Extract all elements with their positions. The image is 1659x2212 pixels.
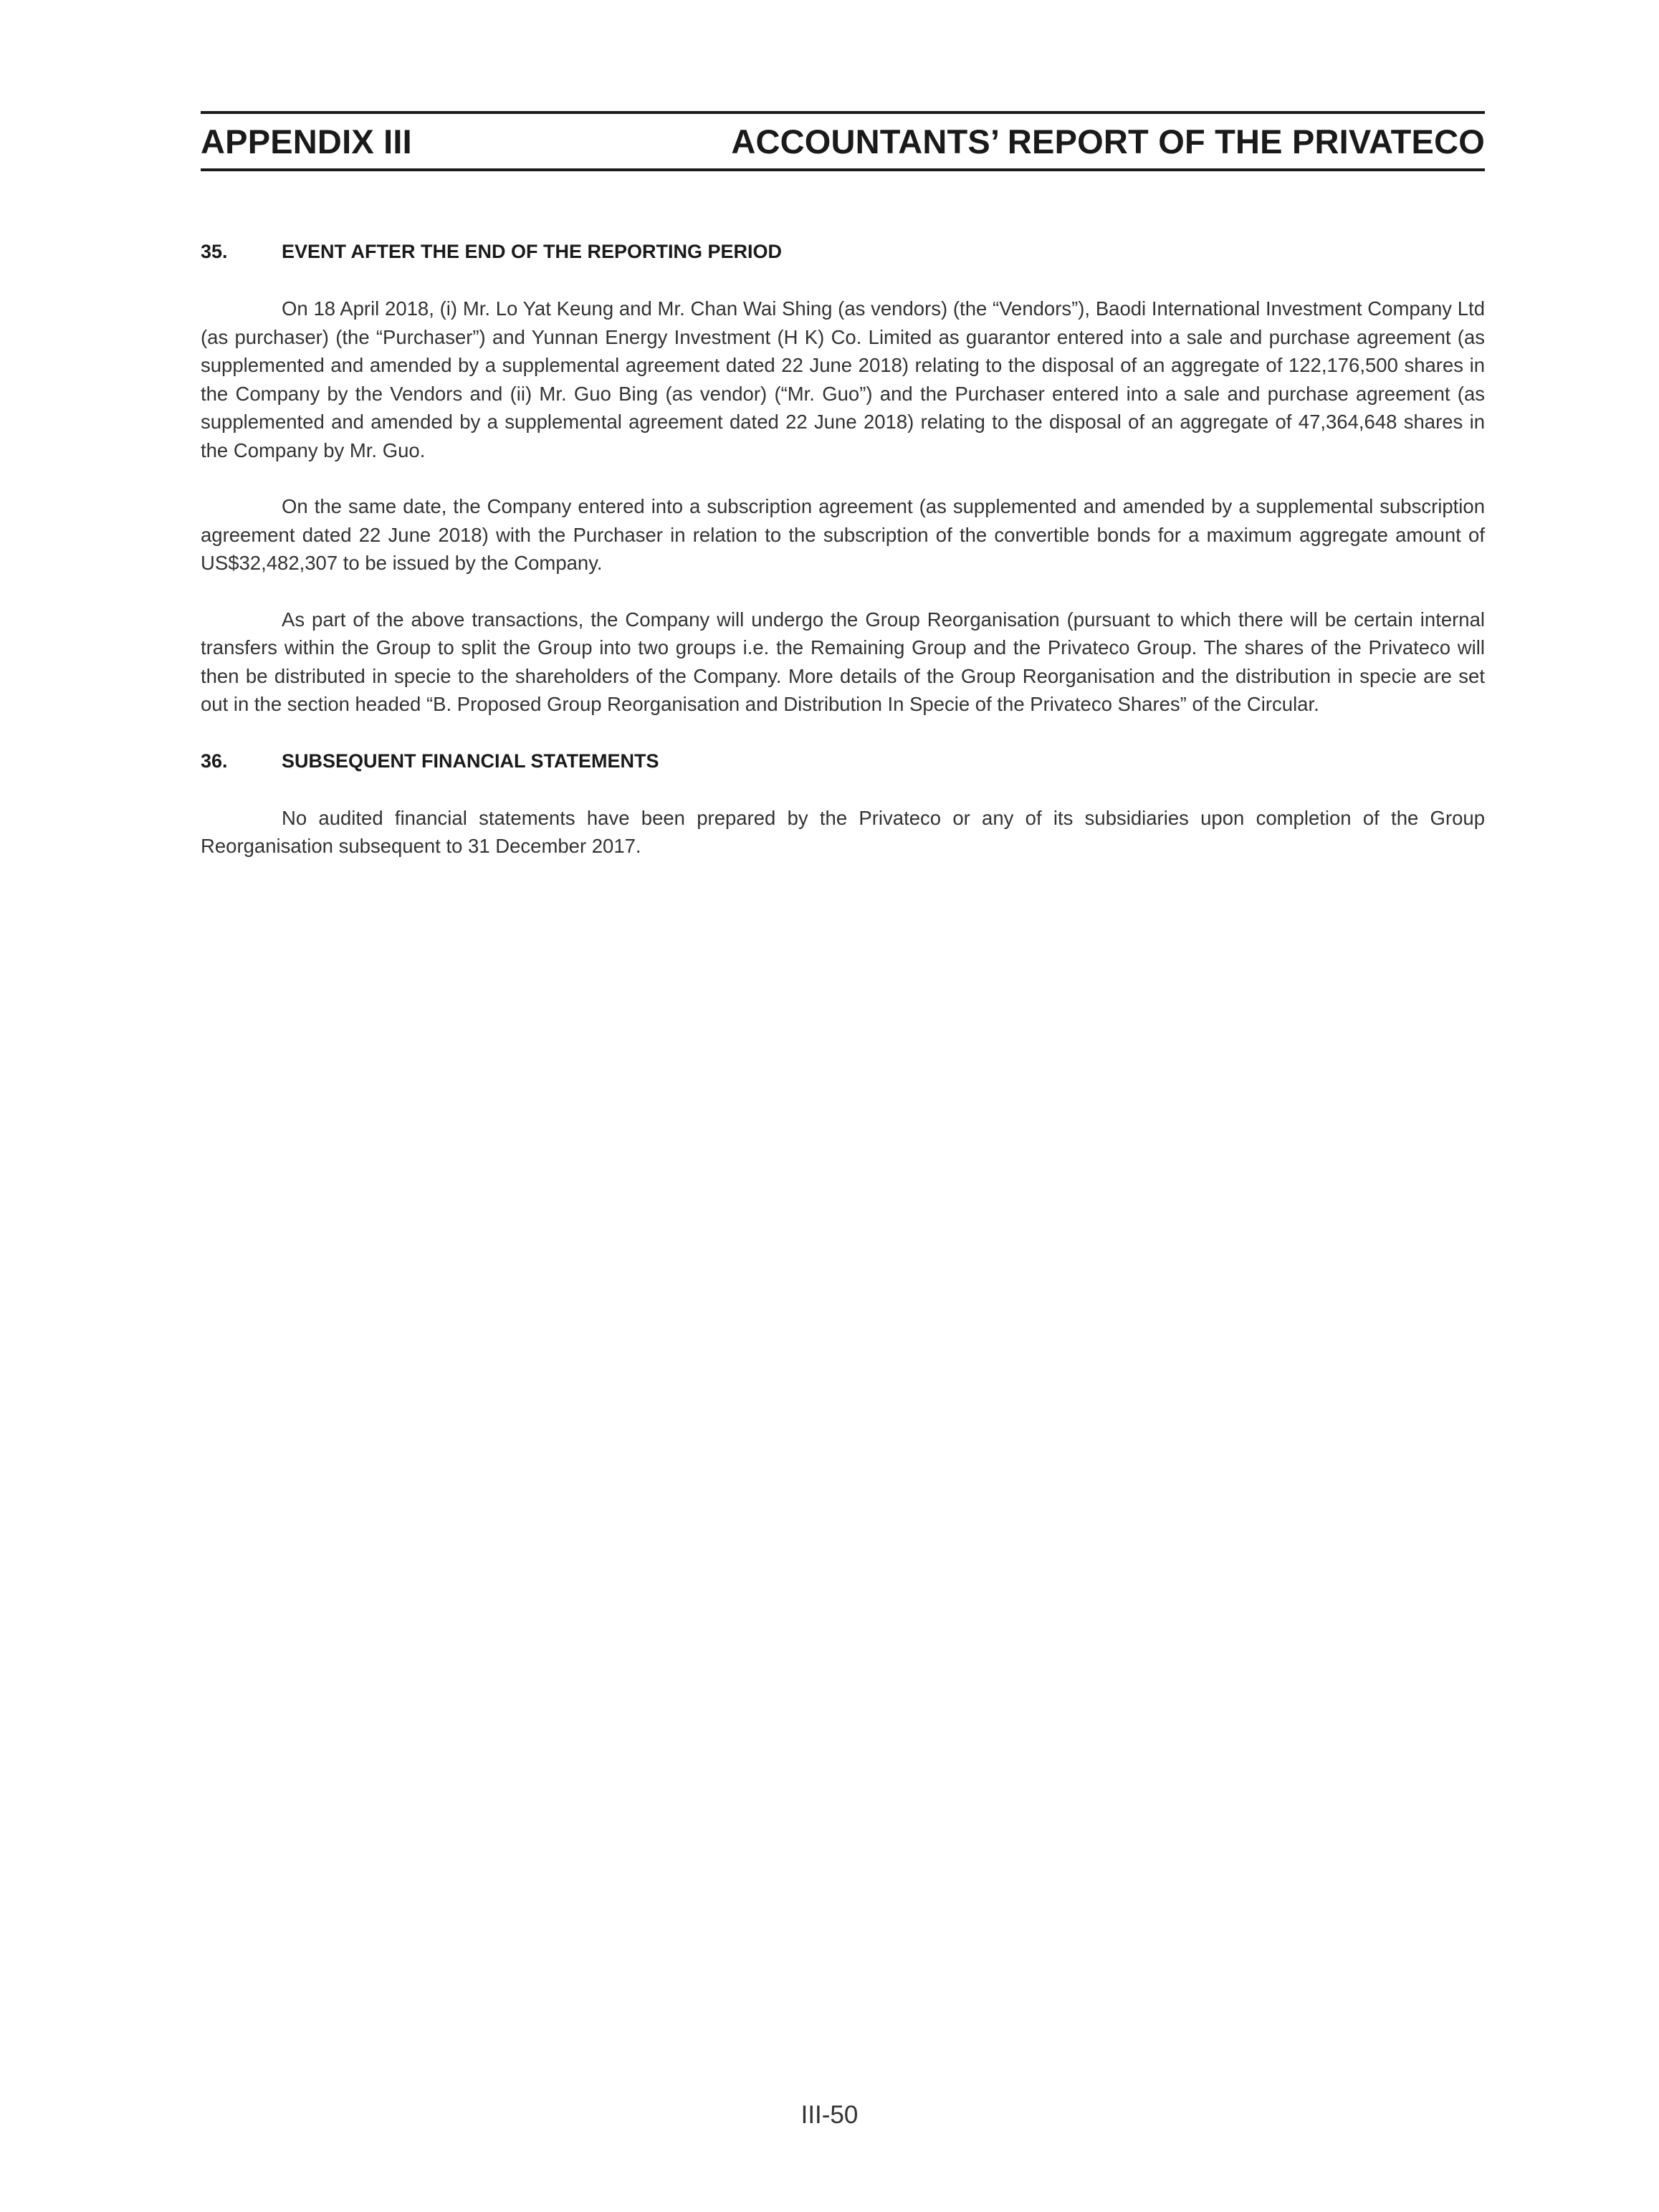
section-heading <box>201 237 1485 266</box>
section-36 <box>201 747 1485 861</box>
section-heading <box>201 747 1485 775</box>
page-header <box>201 111 1485 171</box>
section-title: SUBSEQUENT FINANCIAL STATEMENTS <box>282 750 659 772</box>
paragraph: No audited financial statements have been prepared by the Privateco or any of its subsidiaries upon completion of the Group Reorganisation subsequent to 31 December 2017. <box>201 806 1485 857</box>
section-number: 35. <box>201 241 228 262</box>
appendix-label: APPENDIX III <box>201 122 412 161</box>
page-number: III-50 <box>800 2101 859 2129</box>
section-35 <box>201 237 1485 719</box>
paragraph: On the same date, the Company entered into a subscription agreement (as supplemented and amended by a supplemental subscription agreement dated 22 June 2018) with the Purchaser in relation to the subscription of the convertible bonds for a maximum aggregate amount of US$32,482,307 to be issued by the Company. <box>201 495 1485 574</box>
section-title: EVENT AFTER THE END OF THE REPORTING PERIOD <box>282 241 783 262</box>
document-body <box>201 237 1485 861</box>
section-number: 36. <box>201 750 228 772</box>
paragraph: On 18 April 2018, (i) Mr. Lo Yat Keung and Mr. Chan Wai Shing (as vendors) (the “Vendors”), Baodi International Investment Company Ltd (as purchaser) (the “Purchaser”) and Yunnan Energy Investment (H K) Co. Limited as guarantor entered into a sale and purchase agreement (as supplemented and amended by a supplemental agreement dated 22 June 2018) relating to the disposal of an aggregate of 122,176,500 shares in the Company by the Vendors and (ii) Mr. Guo Bing (as vendor) (“Mr. Guo”) and the Purchaser entered into a sale and purchase agreement (as supplemented and amended by a supplemental agreement dated 22 June 2018) relating to the disposal of an aggregate of 47,364,648 shares in the Company by Mr. Guo. <box>201 297 1485 461</box>
report-title: ACCOUNTANTS’ REPORT OF THE PRIVATECO <box>731 122 1485 161</box>
paragraph: As part of the above transactions, the Company will undergo the Group Reorganisation (pursuant to which there will be certain internal transfers within the Group to split the Group into two groups i.e. the Remaining Group and the Privateco Group. The shares of the Privateco will then be distributed in specie to the shareholders of the Company. More details of the Group Reorganisation and the distribution in specie are set out in the section headed “B. Proposed Group Reorganisation and Distribution In Specie of the Privateco Shares” of the Circular. <box>201 608 1485 715</box>
